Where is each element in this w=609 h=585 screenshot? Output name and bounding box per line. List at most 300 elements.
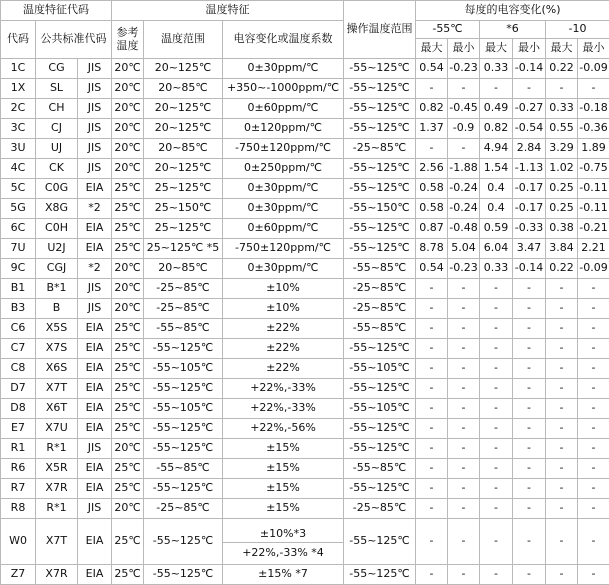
cell-temp-range: 25~125℃ (144, 179, 223, 199)
table-row (1, 159, 609, 179)
cell-m55-max: - (416, 299, 448, 319)
cell-6-max: - (480, 479, 513, 499)
cell-m55-max: 0.54 (416, 59, 448, 79)
cell-public-code: X6S (36, 359, 78, 379)
cell-standard: JIS (78, 119, 112, 139)
cell-m55-max: - (416, 359, 448, 379)
cell-cap-change: ±15% *7 (223, 565, 344, 585)
cell-m10-min: 1.89 (578, 139, 609, 159)
cell-m10-max: - (546, 499, 578, 519)
cell-op-temp-range: -55~125℃ (344, 519, 416, 565)
cell-m10-max: 0.25 (546, 199, 578, 219)
table-row (1, 59, 609, 79)
cell-m55-max: - (416, 459, 448, 479)
header-min: 最小 (578, 39, 609, 59)
cell-public-code: X5S (36, 319, 78, 339)
cell-cap-change: ±22% (223, 319, 344, 339)
cell-m10-max: - (546, 565, 578, 585)
cell-temp-range: -55~105℃ (144, 359, 223, 379)
cell-temp-range: -55~125℃ (144, 519, 223, 565)
cell-cap-change: +22%,-33% (223, 379, 344, 399)
table-row (1, 219, 609, 239)
cell-m55-max: 0.87 (416, 219, 448, 239)
cell-code: R7 (1, 479, 36, 499)
header-col-6: *6 (480, 21, 546, 39)
cell-code: 3U (1, 139, 36, 159)
header-temp-range: 温度范围 (144, 21, 223, 59)
cell-standard: *2 (78, 259, 112, 279)
cell-m55-min: - (448, 399, 480, 419)
cell-m10-min: - (578, 359, 609, 379)
cell-cap-change: 0±60ppm/℃ (223, 219, 344, 239)
cell-6-min: -0.33 (513, 219, 546, 239)
cell-m10-min: - (578, 279, 609, 299)
header-cap-change-coef: 电容变化或温度系数 (223, 21, 344, 59)
cell-m55-min: -0.9 (448, 119, 480, 139)
cell-temp-range: -55~85℃ (144, 459, 223, 479)
header-max: 最大 (546, 39, 578, 59)
table-row (1, 299, 609, 319)
cell-m10-max: - (546, 479, 578, 499)
cell-m55-min: - (448, 299, 480, 319)
header-max: 最大 (416, 39, 448, 59)
table-row (1, 139, 609, 159)
cell-code: R1 (1, 439, 36, 459)
header-temp-char-code: 温度特征代码 (1, 1, 112, 21)
cell-6-max: - (480, 565, 513, 585)
cell-6-max: 1.54 (480, 159, 513, 179)
cell-m10-max: - (546, 319, 578, 339)
cell-6-min: -0.14 (513, 259, 546, 279)
cell-m55-max: - (416, 319, 448, 339)
cell-op-temp-range: -55~125℃ (344, 159, 416, 179)
table-row (1, 359, 609, 379)
cell-6-max: - (480, 79, 513, 99)
cell-m55-min: 5.04 (448, 239, 480, 259)
table-row (1, 459, 609, 479)
cell-m10-min: - (578, 479, 609, 499)
cell-code: 2C (1, 99, 36, 119)
cell-m10-max: 0.22 (546, 259, 578, 279)
table-row (1, 119, 609, 139)
cell-standard: EIA (78, 519, 112, 565)
cell-cap-change: ±22% (223, 359, 344, 379)
cell-m10-max: - (546, 359, 578, 379)
cell-m10-max: 1.02 (546, 159, 578, 179)
cell-temp-range: -55~125℃ (144, 479, 223, 499)
cell-public-code: CGJ (36, 259, 78, 279)
cell-6-min: - (513, 359, 546, 379)
cell-m55-min: - (448, 419, 480, 439)
cell-6-min: - (513, 499, 546, 519)
cell-6-max: 0.82 (480, 119, 513, 139)
cell-standard: JIS (78, 139, 112, 159)
cell-cap-change: 0±30ppm/℃ (223, 59, 344, 79)
cell-op-temp-range: -55~125℃ (344, 219, 416, 239)
cell-6-min: 3.47 (513, 239, 546, 259)
cell-ref-temp: 25℃ (112, 379, 144, 399)
cell-6-max: - (480, 519, 513, 565)
cell-standard: JIS (78, 499, 112, 519)
table-row (1, 259, 609, 279)
table-row (1, 79, 609, 99)
cell-cap-change: 0±250ppm/℃ (223, 159, 344, 179)
cell-m55-min: - (448, 565, 480, 585)
cell-6-min: -0.27 (513, 99, 546, 119)
cell-m55-min: -0.23 (448, 59, 480, 79)
cell-code: C8 (1, 359, 36, 379)
cell-public-code: X7S (36, 339, 78, 359)
cell-6-max: - (480, 279, 513, 299)
cell-standard: EIA (78, 479, 112, 499)
cell-public-code: CH (36, 99, 78, 119)
cell-ref-temp: 25℃ (112, 219, 144, 239)
cell-temp-range: -55~85℃ (144, 319, 223, 339)
cell-m55-max: 1.37 (416, 119, 448, 139)
cell-ref-temp: 20℃ (112, 279, 144, 299)
cell-6-max: - (480, 439, 513, 459)
header-col-m10: -10 (546, 21, 609, 39)
cell-m55-max: - (416, 565, 448, 585)
header-op-temp-range: 操作温度范围 (344, 1, 416, 59)
cell-m10-max: 0.22 (546, 59, 578, 79)
cell-temp-range: 25~125℃ *5 (144, 239, 223, 259)
cell-temp-range: 25~125℃ (144, 219, 223, 239)
cell-code: 9C (1, 259, 36, 279)
cell-public-code: X7R (36, 479, 78, 499)
cell-public-code: SL (36, 79, 78, 99)
cell-op-temp-range: -55~125℃ (344, 119, 416, 139)
table-row (1, 179, 609, 199)
cell-6-min: -0.17 (513, 199, 546, 219)
cell-op-temp-range: -55~85℃ (344, 319, 416, 339)
cell-public-code: X7T (36, 519, 78, 565)
cell-public-code: X6T (36, 399, 78, 419)
cell-public-code: R*1 (36, 499, 78, 519)
cell-6-max: 0.4 (480, 179, 513, 199)
cell-m10-max: - (546, 339, 578, 359)
cell-op-temp-range: -55~150℃ (344, 199, 416, 219)
cell-ref-temp: 25℃ (112, 519, 144, 565)
cell-m10-min: - (578, 565, 609, 585)
cell-op-temp-range: -55~105℃ (344, 399, 416, 419)
cell-cap-change: ±22% (223, 339, 344, 359)
cell-6-min: - (513, 379, 546, 399)
cell-m55-min: - (448, 459, 480, 479)
cell-code: Z7 (1, 565, 36, 585)
cell-cap-change: 0±30ppm/℃ (223, 199, 344, 219)
cell-standard: EIA (78, 179, 112, 199)
cell-cap-change: 0±30ppm/℃ (223, 259, 344, 279)
cell-6-max: - (480, 339, 513, 359)
cell-6-max: 0.4 (480, 199, 513, 219)
cell-6-min: - (513, 459, 546, 479)
cell-cap-change: ±10% (223, 279, 344, 299)
cell-m55-max: 8.78 (416, 239, 448, 259)
cell-m55-min: - (448, 139, 480, 159)
table-row (1, 199, 609, 219)
cell-cap-change: -750±120ppm/℃ (223, 139, 344, 159)
cell-m10-min: - (578, 339, 609, 359)
cell-temp-range: 20~125℃ (144, 99, 223, 119)
cell-6-max: - (480, 379, 513, 399)
cell-6-max: - (480, 319, 513, 339)
cell-ref-temp: 25℃ (112, 399, 144, 419)
cell-ref-temp: 20℃ (112, 59, 144, 79)
cell-m10-max: 0.55 (546, 119, 578, 139)
cell-code: 7U (1, 239, 36, 259)
cell-ref-temp: 20℃ (112, 79, 144, 99)
cell-6-min: - (513, 79, 546, 99)
cell-m10-max: - (546, 519, 578, 565)
cell-m10-min: - (578, 379, 609, 399)
cell-m55-min: - (448, 359, 480, 379)
cell-m55-max: - (416, 419, 448, 439)
cell-code: 5G (1, 199, 36, 219)
cell-standard: JIS (78, 59, 112, 79)
cell-6-max: 0.49 (480, 99, 513, 119)
cell-standard: EIA (78, 319, 112, 339)
cell-m55-min: - (448, 519, 480, 565)
cell-code: C7 (1, 339, 36, 359)
cell-code: E7 (1, 419, 36, 439)
cell-cap-change: +22%,-56% (223, 419, 344, 439)
cell-m55-min: - (448, 499, 480, 519)
cell-public-code: C0G (36, 179, 78, 199)
cell-m10-min: -0.36 (578, 119, 609, 139)
header-col-m55: -55℃ (416, 21, 480, 39)
cell-cap-change: ±15% (223, 439, 344, 459)
cell-op-temp-range: -55~125℃ (344, 59, 416, 79)
cell-m10-min: - (578, 79, 609, 99)
cell-code: 3C (1, 119, 36, 139)
cell-m55-min: -1.88 (448, 159, 480, 179)
cell-temp-range: 20~125℃ (144, 159, 223, 179)
cell-standard: *2 (78, 199, 112, 219)
cell-standard: EIA (78, 359, 112, 379)
cell-m55-max: 2.56 (416, 159, 448, 179)
cell-temp-range: 20~85℃ (144, 259, 223, 279)
cell-m55-max: - (416, 79, 448, 99)
cell-m55-max: 0.82 (416, 99, 448, 119)
cell-code: C6 (1, 319, 36, 339)
cell-op-temp-range: -55~105℃ (344, 359, 416, 379)
cell-m55-max: 0.54 (416, 259, 448, 279)
cell-code: R6 (1, 459, 36, 479)
cell-m55-max: - (416, 139, 448, 159)
cell-6-max: - (480, 499, 513, 519)
cell-public-code: B*1 (36, 279, 78, 299)
cell-public-code: CK (36, 159, 78, 179)
cell-m55-max: - (416, 339, 448, 359)
cell-m55-min: - (448, 339, 480, 359)
cell-temp-range: -55~125℃ (144, 379, 223, 399)
cell-m10-max: - (546, 459, 578, 479)
cell-6-max: - (480, 459, 513, 479)
cell-code: D7 (1, 379, 36, 399)
cell-6-min: - (513, 299, 546, 319)
cell-public-code: C0H (36, 219, 78, 239)
cell-m55-min: - (448, 319, 480, 339)
cell-temp-range: 20~85℃ (144, 79, 223, 99)
cell-m55-max: - (416, 519, 448, 565)
cell-code: 5C (1, 179, 36, 199)
cell-ref-temp: 20℃ (112, 139, 144, 159)
table-row (1, 519, 609, 543)
cell-m10-min: -0.11 (578, 199, 609, 219)
cell-op-temp-range: -55~125℃ (344, 439, 416, 459)
cell-op-temp-range: -25~85℃ (344, 139, 416, 159)
cell-m10-min: -0.18 (578, 99, 609, 119)
cell-op-temp-range: -55~125℃ (344, 179, 416, 199)
cell-public-code: X8G (36, 199, 78, 219)
cell-public-code: X7R (36, 565, 78, 585)
cell-cap-change: 0±30ppm/℃ (223, 179, 344, 199)
cell-m10-max: - (546, 379, 578, 399)
cell-temp-range: -55~125℃ (144, 439, 223, 459)
cell-6-max: - (480, 419, 513, 439)
cell-ref-temp: 20℃ (112, 499, 144, 519)
cell-ref-temp: 25℃ (112, 459, 144, 479)
table-row (1, 399, 609, 419)
cell-op-temp-range: -55~85℃ (344, 459, 416, 479)
cell-ref-temp: 25℃ (112, 359, 144, 379)
cell-6-min: -0.54 (513, 119, 546, 139)
cell-public-code: X7U (36, 419, 78, 439)
cell-standard: JIS (78, 99, 112, 119)
cell-m10-max: 0.25 (546, 179, 578, 199)
cell-op-temp-range: -55~125℃ (344, 379, 416, 399)
cell-cap-change: 0±120ppm/℃ (223, 119, 344, 139)
cell-temp-range: -55~125℃ (144, 419, 223, 439)
cell-6-min: -1.13 (513, 159, 546, 179)
cell-public-code: CG (36, 59, 78, 79)
cell-cap-change: +350~-1000ppm/℃ (223, 79, 344, 99)
cell-code: D8 (1, 399, 36, 419)
table-row (1, 499, 609, 519)
cell-m55-max: - (416, 439, 448, 459)
cell-m10-min: 2.21 (578, 239, 609, 259)
cell-ref-temp: 25℃ (112, 239, 144, 259)
cell-6-min: - (513, 319, 546, 339)
cell-code: 1X (1, 79, 36, 99)
cell-m10-max: 3.29 (546, 139, 578, 159)
table-row (1, 99, 609, 119)
cell-temp-range: -25~85℃ (144, 299, 223, 319)
cell-cap-change: +22%,-33% *4 (223, 543, 344, 565)
cell-6-min: 2.84 (513, 139, 546, 159)
header-cap-change: 每度的电容变化(%) (416, 1, 609, 21)
cell-op-temp-range: -25~85℃ (344, 499, 416, 519)
cell-6-max: - (480, 399, 513, 419)
cell-m55-min: - (448, 479, 480, 499)
cell-ref-temp: 20℃ (112, 159, 144, 179)
cell-m10-min: - (578, 319, 609, 339)
cell-cap-change: ±15% (223, 459, 344, 479)
cell-m55-min: - (448, 439, 480, 459)
cell-m10-max: 0.38 (546, 219, 578, 239)
cell-op-temp-range: -55~125℃ (344, 79, 416, 99)
cell-m10-min: - (578, 399, 609, 419)
cell-ref-temp: 20℃ (112, 119, 144, 139)
cell-m55-min: - (448, 279, 480, 299)
cell-m55-min: -0.48 (448, 219, 480, 239)
cell-6-max: 0.33 (480, 259, 513, 279)
cell-temp-range: 20~125℃ (144, 119, 223, 139)
cell-ref-temp: 20℃ (112, 439, 144, 459)
cell-6-min: -0.14 (513, 59, 546, 79)
table-row (1, 379, 609, 399)
cell-m55-min: - (448, 79, 480, 99)
cell-6-max: 4.94 (480, 139, 513, 159)
cell-op-temp-range: -25~85℃ (344, 279, 416, 299)
cell-op-temp-range: -55~85℃ (344, 259, 416, 279)
cell-code: 1C (1, 59, 36, 79)
cell-m55-min: -0.24 (448, 199, 480, 219)
cell-m10-max: - (546, 399, 578, 419)
cell-cap-change: 0±60ppm/℃ (223, 99, 344, 119)
cell-temp-range: 20~125℃ (144, 59, 223, 79)
cell-m55-max: 0.58 (416, 179, 448, 199)
cell-code: 6C (1, 219, 36, 239)
cell-m55-max: - (416, 479, 448, 499)
cell-6-min: - (513, 399, 546, 419)
cell-standard: JIS (78, 299, 112, 319)
cell-temp-range: -25~85℃ (144, 279, 223, 299)
cell-cap-change: ±10%*3 (223, 519, 344, 543)
cell-temp-range: -55~125℃ (144, 339, 223, 359)
cell-standard: EIA (78, 339, 112, 359)
cell-m10-min: - (578, 519, 609, 565)
header-min: 最小 (513, 39, 546, 59)
header-max: 最大 (480, 39, 513, 59)
cell-temp-range: -55~105℃ (144, 399, 223, 419)
cell-op-temp-range: -55~125℃ (344, 99, 416, 119)
cell-temp-range: 25~150℃ (144, 199, 223, 219)
table-row (1, 239, 609, 259)
cell-code: W0 (1, 519, 36, 565)
cell-ref-temp: 25℃ (112, 565, 144, 585)
cell-cap-change: +22%,-33% (223, 399, 344, 419)
cell-m10-max: 3.84 (546, 239, 578, 259)
cell-standard: JIS (78, 279, 112, 299)
cell-m10-max: 0.33 (546, 99, 578, 119)
cell-m55-min: -0.24 (448, 179, 480, 199)
header-min: 最小 (448, 39, 480, 59)
cell-m55-min: -0.23 (448, 259, 480, 279)
cell-ref-temp: 25℃ (112, 479, 144, 499)
cell-m10-min: - (578, 499, 609, 519)
cell-temp-range: 20~85℃ (144, 139, 223, 159)
cell-ref-temp: 25℃ (112, 419, 144, 439)
cell-public-code: X5R (36, 459, 78, 479)
cell-op-temp-range: -25~85℃ (344, 299, 416, 319)
table-row (1, 565, 609, 585)
cell-m10-max: - (546, 79, 578, 99)
cell-cap-change: ±15% (223, 499, 344, 519)
cell-standard: EIA (78, 219, 112, 239)
cell-m10-min: - (578, 299, 609, 319)
cell-standard: EIA (78, 379, 112, 399)
cell-m10-max: - (546, 279, 578, 299)
cell-public-code: CJ (36, 119, 78, 139)
table-row (1, 319, 609, 339)
cell-ref-temp: 25℃ (112, 199, 144, 219)
cell-m10-min: - (578, 419, 609, 439)
cell-ref-temp: 25℃ (112, 339, 144, 359)
cell-code: 4C (1, 159, 36, 179)
cell-m55-max: - (416, 499, 448, 519)
